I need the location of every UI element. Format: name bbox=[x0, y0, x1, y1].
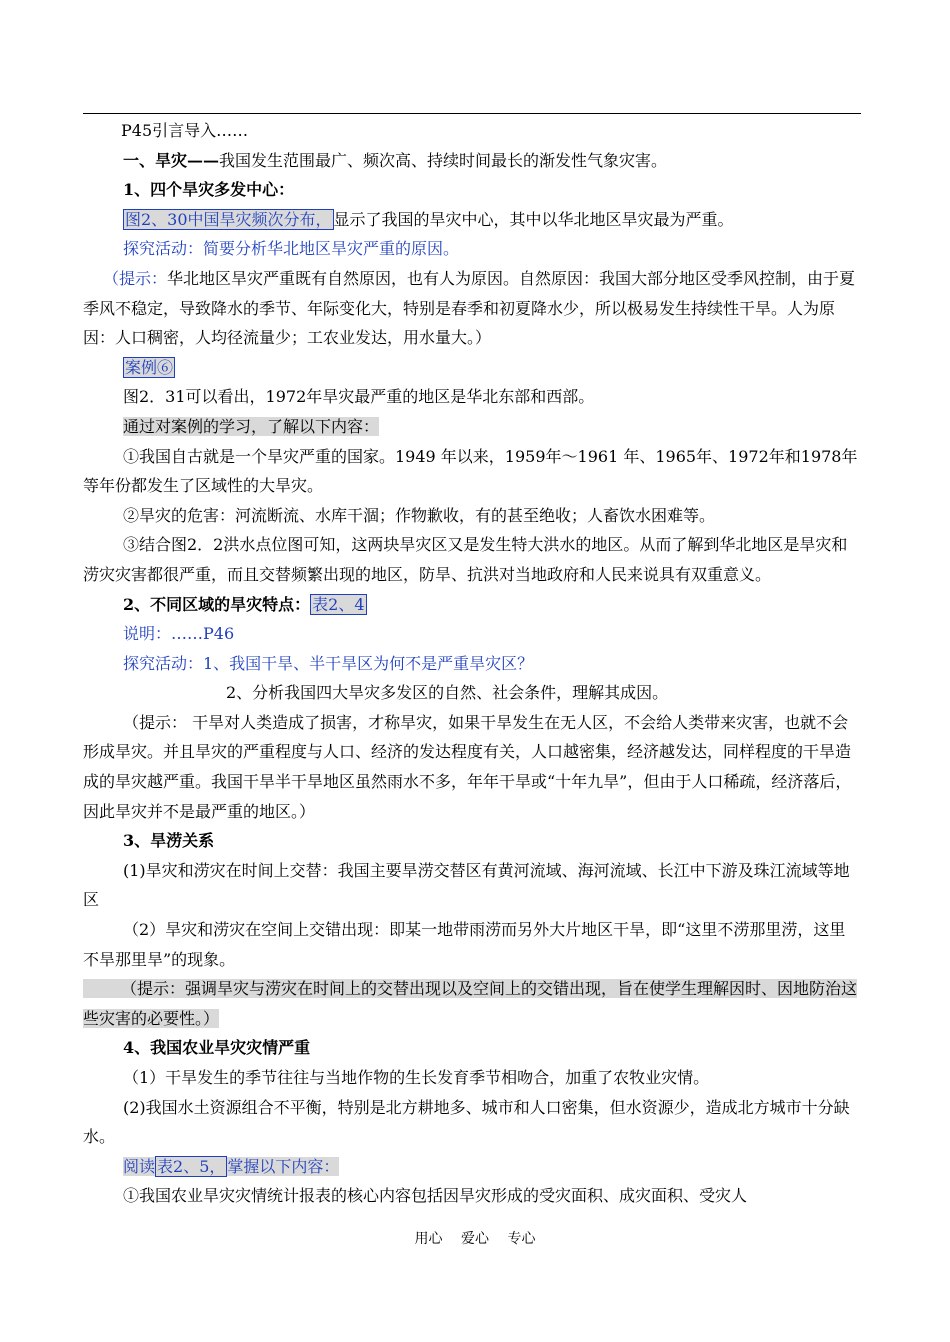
sub3-item-2: （2）旱灾和涝灾在空间上交错出现：即某一地带雨涝而另外大片地区干旱，即“这里不涝那里涝，这里不旱那里旱”的现象。 bbox=[83, 920, 846, 969]
table-ref-2-4: 表2、4 bbox=[312, 594, 365, 614]
figure-text: 显示了我国的旱灾中心，其中以华北地区旱灾最为严重。 bbox=[333, 209, 734, 229]
document-body bbox=[83, 116, 861, 1211]
hint-1 bbox=[83, 264, 861, 353]
point-2: ②旱灾的危害：河流断流、水库干涸；作物歉收，有的甚至绝收；人畜饮水困难等。 bbox=[123, 505, 716, 525]
figure-line bbox=[83, 205, 861, 235]
sub3-heading: 3、旱涝关系 bbox=[123, 831, 215, 851]
sub3-item-1: (1)旱灾和涝灾在时间上交替：我国主要旱涝交替区有黄河流域、海河流域、长江中下游及珠江流域等地区 bbox=[83, 860, 850, 910]
sub4-item-1: （1）干旱发生的季节往往与当地作物的生长发育季节相吻合，加重了农牧业灾情。 bbox=[123, 1068, 710, 1087]
activity-2b: 2、分析我国四大旱灾多发区的自然、社会条件，理解其成因。 bbox=[226, 683, 669, 703]
hint-1-text: 华北地区旱灾严重既有自然原因，也有人为原因。自然原因：我国大部分地区受季风控制，由于夏季风不稳定，导致降水的季节、年际变化大，特别是春季和初夏降水少，所以极易发生持续性干旱。人为原因：人口稠密，人均径流量少；工农业发达，用水量大。） bbox=[83, 268, 856, 348]
intro-line: P45引言导入…… bbox=[121, 121, 249, 140]
point-3: ③结合图2．2洪水点位图可知，这两块旱灾区又是发生特大洪水的地区。从而了解到华北地区是旱灾和涝灾灾害都很严重，而且交替频繁出现的地区，防旱、抗洪对当地政府和人民来说具有双重意义。 bbox=[83, 535, 848, 584]
read-label: 阅读 bbox=[123, 1156, 156, 1176]
case-line bbox=[83, 353, 861, 383]
learn-text: 通过对案例的学习，了解以下内容： bbox=[123, 416, 380, 436]
table-ref-2-5: 表2、5， bbox=[157, 1156, 226, 1176]
sub2-line bbox=[83, 590, 861, 620]
learn-line bbox=[83, 412, 861, 442]
activity-1: 探究活动：简要分析华北地区旱灾严重的原因。 bbox=[123, 239, 460, 259]
note-line: 说明：……P46 bbox=[123, 624, 235, 644]
sub4-item-2: (2)我国水土资源组合不平衡，特别是北方耕地多、城市和人口密集，但水资源少，造成北方城市十分缺水。 bbox=[83, 1097, 850, 1147]
sub1-heading: 1、四个旱灾多发中心： bbox=[123, 180, 295, 200]
hint-1-label: （提示： bbox=[103, 268, 168, 288]
hint-3-line bbox=[83, 974, 861, 1033]
point-1: ①我国自古就是一个旱灾严重的国家。1949 年以来，1959年～1961 年、1965年、1972年和1978年等年份都发生了区域性的大旱灾。 bbox=[83, 446, 858, 496]
header-rule bbox=[83, 113, 861, 114]
hint-2: （提示： 干旱对人类造成了损害，才称旱灾，如果干旱发生在无人区，不会给人类带来灾害，也就不会形成旱灾。并且旱灾的严重程度与人口、经济的发达程度有关，人口越密集，经济越发达，同样程度的干旱造成的旱灾越严重。我国干旱半干旱地区虽然雨水不多，年年干旱或“十年九旱”，但由于人口稀疏，经济落后，因此旱灾并不是最严重的地区。） bbox=[83, 712, 852, 821]
section1-text: 我国发生范围最广、频次高、持续时间最长的渐发性气象灾害。 bbox=[219, 150, 668, 170]
hint-3: （提示：强调旱灾与涝灾在时间上的交替出现以及空间上的交错出现，旨在使学生理解因时、因地防治这些灾害的必要性。） bbox=[83, 979, 858, 1028]
case-label: 案例⑥ bbox=[125, 357, 174, 377]
sub4-point-1: ①我国农业旱灾灾情统计报表的核心内容包括因旱灾形成的受灾面积、成灾面积、受灾人 bbox=[123, 1186, 748, 1206]
sub4-heading: 4、我国农业旱灾灾情严重 bbox=[123, 1038, 311, 1058]
section1-line bbox=[83, 146, 861, 176]
activity-2a: 探究活动：1、我国干旱、半干旱区为何不是严重旱灾区？ bbox=[123, 653, 534, 673]
case-text: 图2．31可以看出，1972年旱灾最严重的地区是华北东部和西部。 bbox=[123, 387, 595, 407]
figure-ref: 图2、30中国旱灾频次分布， bbox=[125, 209, 332, 229]
read-text: 掌握以下内容： bbox=[227, 1156, 340, 1176]
sub2-heading: 2、不同区域的旱灾特点： bbox=[123, 594, 311, 614]
page-footer: 用心 爱心 专心 bbox=[414, 1231, 536, 1247]
section1-heading: 一、旱灾—— bbox=[123, 150, 220, 170]
read-line bbox=[83, 1152, 861, 1182]
